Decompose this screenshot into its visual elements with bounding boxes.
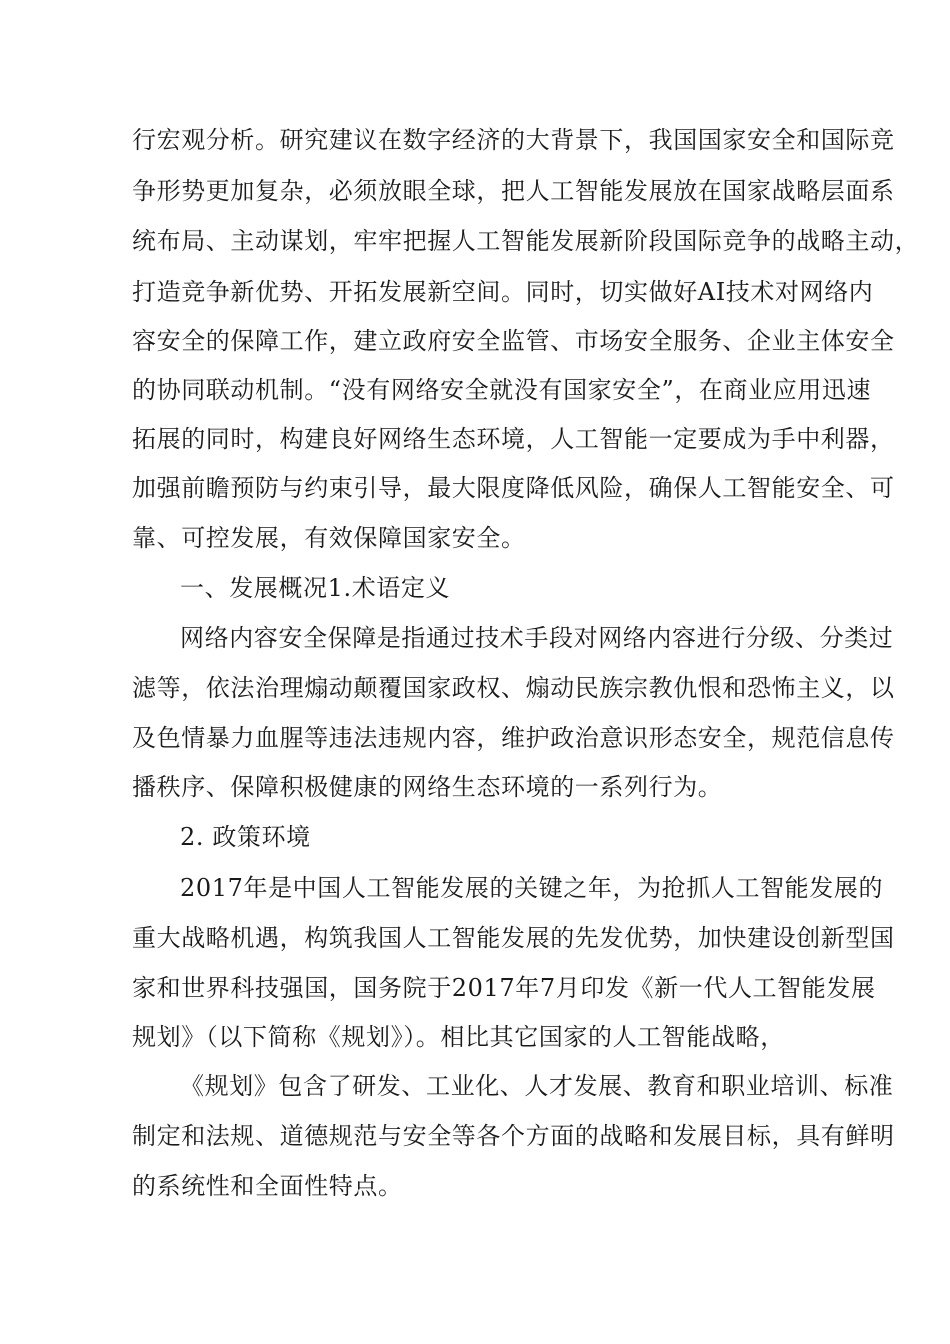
body-text-line: 《规划》包含了研发、工业化、人才发展、教育和职业培训、标准 xyxy=(180,1072,894,1100)
body-text-line: 播秩序、保障积极健康的网络生态环境的一系列行为。 xyxy=(132,773,723,801)
body-text-line: 统布局、主动谋划，牢牢把握人工智能发展新阶段国际竞争的战略主动， xyxy=(132,227,920,255)
body-text-line: 制定和法规、道德规范与安全等各个方面的战略和发展目标，具有鲜明 xyxy=(132,1122,895,1150)
body-text-line: 网络内容安全保障是指通过技术手段对网络内容进行分级、分类过 xyxy=(180,624,894,652)
body-text-line: 行宏观分析。研究建议在数字经济的大背景下，我国国家安全和国际竞 xyxy=(132,126,895,154)
section-heading: 一、发展概况1.术语定义 xyxy=(180,574,451,602)
body-text-line: 的协同联动机制。“没有网络安全就没有国家安全”，在商业应用迅速 xyxy=(132,376,872,404)
body-text-line: 争形势更加复杂，必须放眼全球，把人工智能发展放在国家战略层面系 xyxy=(132,177,895,205)
body-text-line: 容安全的保障工作，建立政府安全监管、市场安全服务、企业主体安全 xyxy=(132,327,895,355)
body-text-line: 重大战略机遇，构筑我国人工智能发展的先发优势，加快建设创新型国 xyxy=(132,924,895,952)
body-text-line: 拓展的同时，构建良好网络生态环境，人工智能一定要成为手中利器， xyxy=(132,425,895,453)
section-heading: 2. 政策环境 xyxy=(180,823,311,851)
body-text-line: 规划》（以下简称《规划》）。相比其它国家的人工智能战略， xyxy=(132,1023,785,1051)
body-text-line: 的系统性和全面性特点。 xyxy=(132,1172,403,1200)
body-text-line: 打造竞争新优势、开拓发展新空间。同时，切实做好AI技术对网络内 xyxy=(132,278,874,306)
body-text-line: 家和世界科技强国，国务院于2017年7月印发《新一代人工智能发展 xyxy=(132,974,876,1002)
body-text-line: 及色情暴力血腥等违法违规内容，维护政治意识形态安全，规范信息传 xyxy=(132,724,895,752)
body-text-line: 加强前瞻预防与约束引导，最大限度降低风险，确保人工智能安全、可 xyxy=(132,474,895,502)
body-text-line: 滤等，依法治理煽动颠覆国家政权、煽动民族宗教仇恨和恐怖主义，以 xyxy=(132,674,895,702)
body-text-line: 2017年是中国人工智能发展的关键之年，为抢抓人工智能发展的 xyxy=(180,874,884,902)
body-text-line: 靠、可控发展，有效保障国家安全。 xyxy=(132,524,526,552)
